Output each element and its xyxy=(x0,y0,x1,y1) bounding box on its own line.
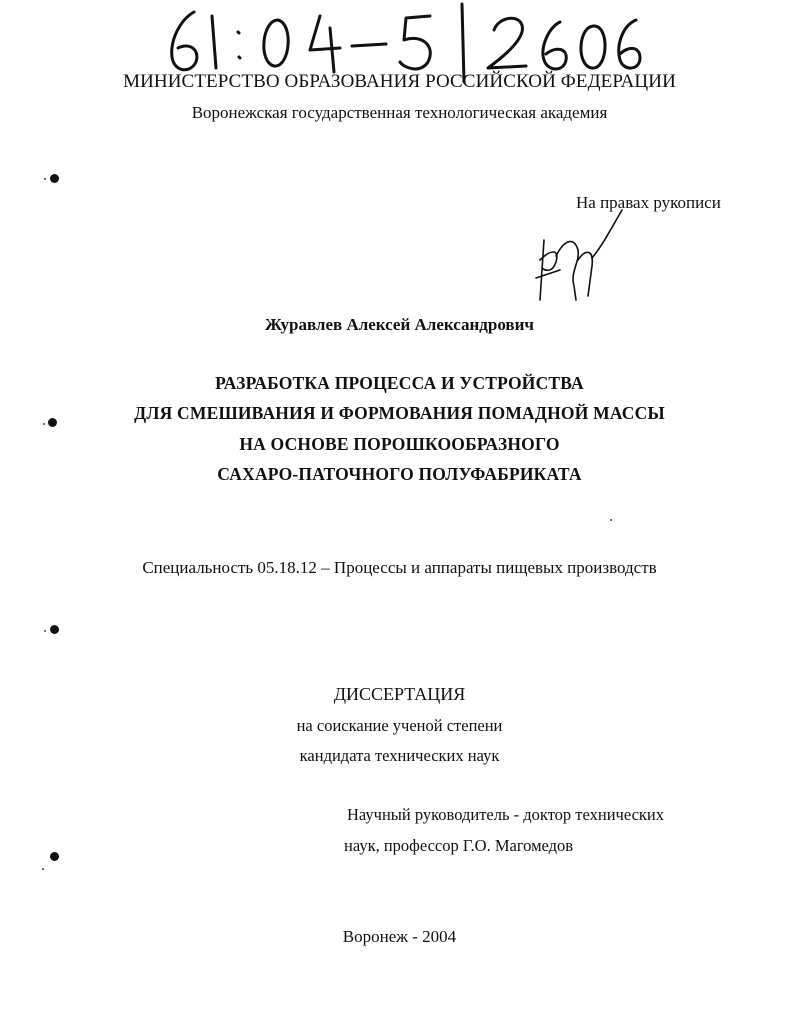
degree-line: на соискание ученой степени xyxy=(296,716,503,735)
specialty: Специальность 05.18.12 – Процессы и аппараты пищевых производств xyxy=(142,558,657,577)
academy-name: Воронежская государственная технологическая академия xyxy=(191,103,608,122)
speck xyxy=(43,423,45,425)
degree-line: кандидата технических наук xyxy=(299,746,500,765)
city-year: Воронеж - 2004 xyxy=(342,927,457,946)
manuscript-note: На правах рукописи xyxy=(576,193,721,212)
dissertation-title-line: РАЗРАБОТКА ПРОЦЕССА И УСТРОЙСТВА xyxy=(215,373,584,393)
ministry-heading: МИНИСТЕРСТВО ОБРАЗОВАНИЯ РОССИЙСКОЙ ФЕДЕРАЦИИ xyxy=(123,71,676,92)
signature xyxy=(530,200,630,310)
dissertation-title-line: НА ОСНОВЕ ПОРОШКООБРАЗНОГО xyxy=(239,434,560,454)
author-name: Журавлев Алексей Александрович xyxy=(265,315,534,334)
supervisor-line: наук, профессор Г.О. Магомедов xyxy=(344,836,574,855)
punch-mark xyxy=(50,625,59,634)
speck xyxy=(610,519,612,521)
dissertation-title-line: ДЛЯ СМЕШИВАНИЯ И ФОРМОВАНИЯ ПОМАДНОЙ МАССЫ xyxy=(134,403,665,423)
speck xyxy=(44,630,46,632)
speck xyxy=(44,178,46,180)
punch-mark xyxy=(48,418,57,427)
speck xyxy=(42,868,44,870)
punch-mark xyxy=(50,174,59,183)
work-type: ДИССЕРТАЦИЯ xyxy=(333,684,466,704)
dissertation-title-line: САХАРО-ПАТОЧНОГО ПОЛУФАБРИКАТА xyxy=(217,464,582,484)
supervisor-line: Научный руководитель - доктор технических xyxy=(347,805,664,824)
punch-mark xyxy=(50,852,59,861)
handwritten-archive-code xyxy=(160,2,650,82)
